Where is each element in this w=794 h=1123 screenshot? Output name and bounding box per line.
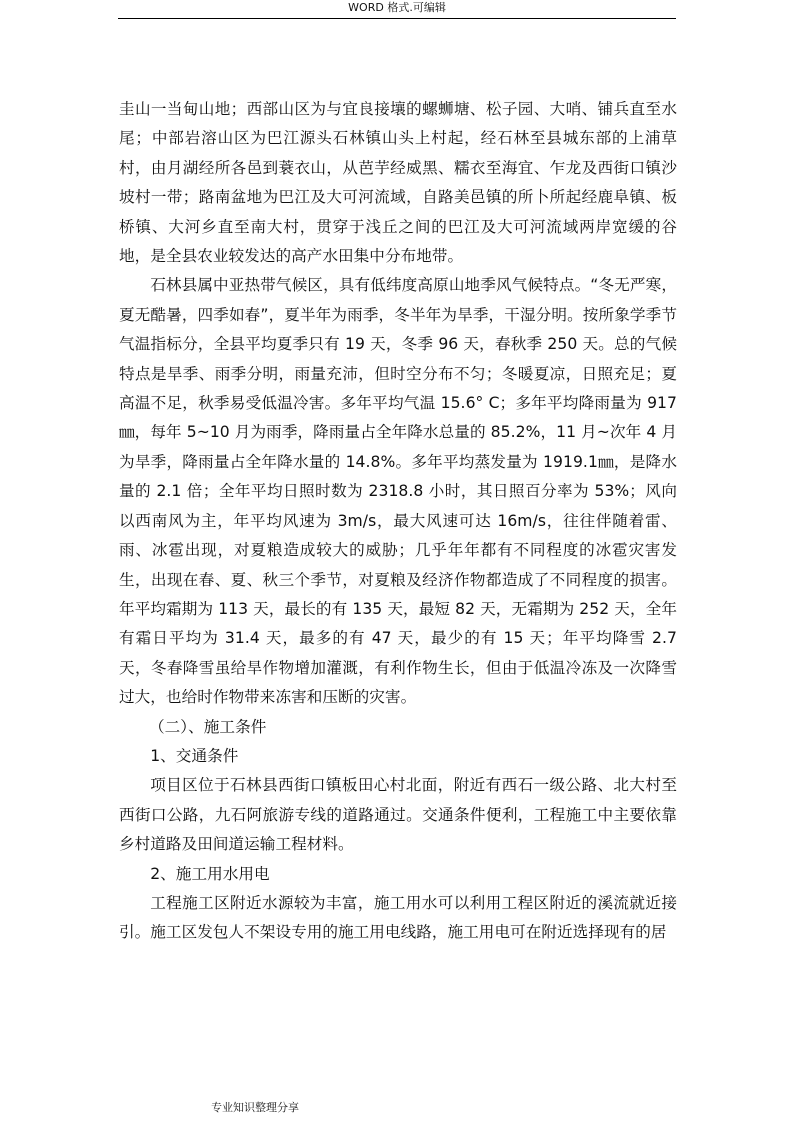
page-footer: 专业知识整理分享 <box>211 1101 299 1114</box>
subheading-water-power: 2、施工用水用电 <box>150 864 270 883</box>
paragraph-climate: 石林县属中亚热带气候区，具有低纬度高原山地季风气候特点。“冬无严寒，夏无酷暑，四季如春”，夏半年为雨季，冬半年为旱季，干湿分明。按所象学季节气温指标分，全县平均夏季只有 19 天，冬季 96 天，春秋季 250 天。总的气候特点是旱季、雨季分明，雨量充沛，但时空分布不匀；冬暖夏凉，日照充足；夏高温不足，秋季易受低温冷害。多年平均气温 15.6° C；多年平均降雨量为 917㎜，每年 5~10 月为雨季，降雨量占全年降水总量的 85.2%，11 月~次年 4 月为旱季，降雨量占全年降水量的 14.8%。多年平均蒸发量为 1919.1㎜，是降水量的 2.1 倍；全年平均日照时数为 2318.8 小时，其日照百分率为 53%；风向以西南风为主，年平均风速为 3m/s，最大风速可达 16m/s，往往伴随着雷、雨、冰雹出现，对夏粮造成较大的威胁；几乎年年都有不同程度的冰雹灾害发生，出现在春、夏、秋三个季节，对夏粮及经济作物都造成了不同程度的损害。年平均霜期为 113 天，最长的有 135 天，最短 82 天，无霜期为 252 天，全年有霜日平均为 31.4 天，最多的有 47 天，最少的有 15 天；年平均降雪 2.7 天，冬春降雪虽给旱作物增加灌溉，有利作物生长，但由于低温冷冻及一次降雪过大，也给时作物带来冻害和压断的灾害。 <box>119 276 677 707</box>
subheading-traffic: 1、交通条件 <box>150 746 239 765</box>
section-heading-construction-conditions: （二）、施工条件 <box>149 717 267 736</box>
paragraph-water-power: 工程施工区附近水源较为丰富，施工用水可以利用工程区附近的溪流就近接引。施工区发包人不架设专用的施工用电线路，施工用电可在附近选择现有的居 <box>119 893 677 942</box>
page-header: WORD 格式.可编辑 <box>118 0 676 19</box>
paragraph-terrain: 圭山一当甸山地；西部山区为与宜良接壤的螺蛳塘、松子园、大哨、铺兵直至水尾；中部岩溶山区为巴江源头石林镇山头上村起，经石林至县城东部的上浦草村，由月湖经所各邑到蓑衣山，从芭芋经威黑、糯衣至海宜、乍龙及西街口镇沙坡村一带；路南盆地为巴江及大可河流域，自路美邑镇的所卜所起经鹿阜镇、板桥镇、大河乡直至南大村，贯穿于浅丘之间的巴江及大可河流域两岸宽缓的谷地，是全县农业较发达的高产水田集中分布地带。 <box>119 100 677 266</box>
paragraph-traffic: 项目区位于石林县西街口镇板田心村北面，附近有西石一级公路、北大村至西街口公路，九石阿旅游专线的道路通过。交通条件便利，工程施工中主要依靠乡村道路及田间道运输工程材料。 <box>119 776 677 854</box>
document-body <box>119 95 677 948</box>
